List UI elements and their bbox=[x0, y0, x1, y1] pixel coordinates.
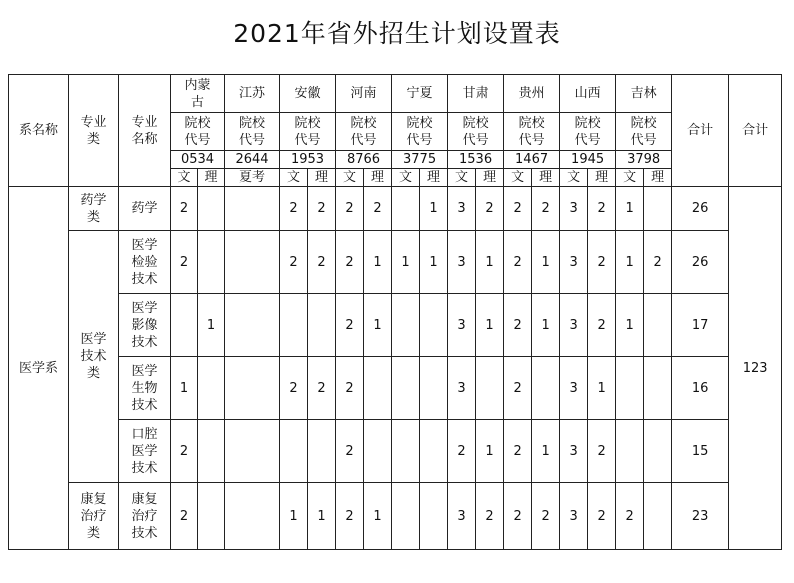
school-code-label: 院校 代号 bbox=[616, 113, 672, 151]
quota-cell bbox=[644, 294, 672, 357]
quota-cell: 2 bbox=[532, 483, 560, 550]
quota-cell: 2 bbox=[171, 187, 198, 231]
quota-cell bbox=[171, 294, 198, 357]
school-code-label: 院校 代号 bbox=[280, 113, 336, 151]
quota-cell: 1 bbox=[364, 231, 392, 294]
science-label: 理 bbox=[476, 169, 504, 187]
quota-cell bbox=[420, 357, 448, 420]
province-jiangsu: 江苏 bbox=[225, 75, 280, 113]
quota-cell: 2 bbox=[504, 357, 532, 420]
quota-cell bbox=[532, 357, 560, 420]
province-jilin: 吉林 bbox=[616, 75, 672, 113]
quota-cell: 2 bbox=[588, 294, 616, 357]
arts-label: 文 bbox=[448, 169, 476, 187]
major-name: 医学 检验 技术 bbox=[119, 231, 171, 294]
table-row bbox=[9, 231, 782, 294]
quota-cell bbox=[280, 294, 308, 357]
school-code-value: 1467 bbox=[504, 151, 560, 169]
arts-label: 文 bbox=[280, 169, 308, 187]
school-code-value: 3775 bbox=[392, 151, 448, 169]
quota-cell: 3 bbox=[448, 187, 476, 231]
quota-cell: 1 bbox=[198, 294, 225, 357]
quota-cell: 1 bbox=[171, 357, 198, 420]
quota-cell: 2 bbox=[171, 483, 198, 550]
page-title: 2021年省外招生计划设置表 bbox=[233, 19, 561, 48]
quota-cell: 2 bbox=[308, 231, 336, 294]
quota-cell: 3 bbox=[448, 357, 476, 420]
quota-cell: 1 bbox=[532, 294, 560, 357]
arts-label: 文 bbox=[504, 169, 532, 187]
quota-cell bbox=[420, 483, 448, 550]
quota-cell: 2 bbox=[588, 420, 616, 483]
major-name: 药学 bbox=[119, 187, 171, 231]
quota-cell: 1 bbox=[280, 483, 308, 550]
row-total: 15 bbox=[672, 420, 729, 483]
quota-cell: 2 bbox=[504, 187, 532, 231]
school-code-value: 8766 bbox=[336, 151, 392, 169]
quota-cell: 3 bbox=[560, 294, 588, 357]
quota-cell bbox=[225, 420, 280, 483]
school-code-value: 1953 bbox=[280, 151, 336, 169]
quota-cell bbox=[225, 483, 280, 550]
grand-total-header: 合计 bbox=[729, 75, 782, 187]
row-total: 26 bbox=[672, 187, 729, 231]
major-header: 专业 名称 bbox=[119, 75, 171, 187]
arts-label: 文 bbox=[616, 169, 644, 187]
quota-cell bbox=[392, 187, 420, 231]
school-code-label: 院校 代号 bbox=[560, 113, 616, 151]
category-name: 医学 技术 类 bbox=[69, 231, 119, 483]
quota-cell bbox=[644, 420, 672, 483]
table-row bbox=[9, 294, 782, 357]
quota-cell: 2 bbox=[280, 231, 308, 294]
quota-cell bbox=[225, 231, 280, 294]
quota-cell: 3 bbox=[448, 231, 476, 294]
table-row bbox=[9, 420, 782, 483]
quota-cell: 1 bbox=[420, 187, 448, 231]
province-neimenggu: 内蒙 古 bbox=[171, 75, 225, 113]
quota-cell bbox=[644, 187, 672, 231]
quota-cell: 3 bbox=[448, 483, 476, 550]
school-code-label: 院校 代号 bbox=[225, 113, 280, 151]
quota-cell bbox=[644, 483, 672, 550]
quota-cell bbox=[392, 294, 420, 357]
school-code-label: 院校 代号 bbox=[336, 113, 392, 151]
category-name: 药学 类 bbox=[69, 187, 119, 231]
quota-cell: 3 bbox=[448, 294, 476, 357]
quota-cell: 2 bbox=[504, 294, 532, 357]
quota-cell: 2 bbox=[364, 187, 392, 231]
province-shanxi: 山西 bbox=[560, 75, 616, 113]
quota-cell: 2 bbox=[588, 483, 616, 550]
quota-cell: 2 bbox=[616, 483, 644, 550]
dept-header: 系名称 bbox=[9, 75, 69, 187]
science-label: 理 bbox=[364, 169, 392, 187]
quota-cell: 2 bbox=[448, 420, 476, 483]
row-total-header: 合计 bbox=[672, 75, 729, 187]
quota-cell: 2 bbox=[644, 231, 672, 294]
major-name: 康复 治疗 技术 bbox=[119, 483, 171, 550]
school-code-value: 1945 bbox=[560, 151, 616, 169]
quota-cell: 2 bbox=[476, 187, 504, 231]
quota-cell: 2 bbox=[171, 231, 198, 294]
quota-cell bbox=[420, 420, 448, 483]
category-name: 康复 治疗 类 bbox=[69, 483, 119, 550]
arts-label: 文 bbox=[171, 169, 198, 187]
quota-cell: 1 bbox=[476, 294, 504, 357]
province-anhui: 安徽 bbox=[280, 75, 336, 113]
quota-cell: 2 bbox=[476, 483, 504, 550]
quota-cell: 3 bbox=[560, 231, 588, 294]
quota-cell: 2 bbox=[588, 187, 616, 231]
quota-cell: 2 bbox=[171, 420, 198, 483]
school-code-value: 2644 bbox=[225, 151, 280, 169]
quota-cell: 2 bbox=[308, 357, 336, 420]
quota-cell bbox=[616, 420, 644, 483]
major-name: 医学 生物 技术 bbox=[119, 357, 171, 420]
arts-label: 文 bbox=[560, 169, 588, 187]
quota-cell: 3 bbox=[560, 357, 588, 420]
science-label: 理 bbox=[420, 169, 448, 187]
table-row bbox=[9, 483, 782, 550]
quota-cell bbox=[392, 483, 420, 550]
school-code-label: 院校 代号 bbox=[448, 113, 504, 151]
quota-cell: 2 bbox=[336, 357, 364, 420]
quota-cell: 2 bbox=[336, 187, 364, 231]
table-row bbox=[9, 357, 782, 420]
quota-cell bbox=[198, 231, 225, 294]
arts-label: 文 bbox=[336, 169, 364, 187]
major-name: 医学 影像 技术 bbox=[119, 294, 171, 357]
quota-cell bbox=[476, 357, 504, 420]
quota-cell: 2 bbox=[532, 187, 560, 231]
school-code-label: 院校 代号 bbox=[171, 113, 225, 151]
quota-cell bbox=[198, 357, 225, 420]
category-header: 专业 类 bbox=[69, 75, 119, 187]
quota-cell bbox=[225, 357, 280, 420]
quota-cell: 2 bbox=[504, 483, 532, 550]
quota-cell bbox=[644, 357, 672, 420]
quota-cell: 3 bbox=[560, 483, 588, 550]
quota-cell: 1 bbox=[476, 231, 504, 294]
table-row bbox=[9, 187, 782, 231]
quota-cell: 3 bbox=[560, 187, 588, 231]
quota-cell: 1 bbox=[532, 231, 560, 294]
quota-cell: 1 bbox=[616, 294, 644, 357]
school-code-label: 院校 代号 bbox=[504, 113, 560, 151]
quota-cell: 2 bbox=[336, 231, 364, 294]
quota-cell: 1 bbox=[532, 420, 560, 483]
quota-cell: 1 bbox=[476, 420, 504, 483]
quota-cell bbox=[364, 357, 392, 420]
row-total: 26 bbox=[672, 231, 729, 294]
quota-cell: 1 bbox=[364, 483, 392, 550]
province-ningxia: 宁夏 bbox=[392, 75, 448, 113]
quota-cell: 2 bbox=[280, 187, 308, 231]
school-code-value: 0534 bbox=[171, 151, 225, 169]
quota-cell: 2 bbox=[308, 187, 336, 231]
quota-cell bbox=[616, 357, 644, 420]
science-label: 理 bbox=[532, 169, 560, 187]
dept-name: 医学系 bbox=[9, 187, 69, 550]
quota-cell bbox=[392, 357, 420, 420]
science-label: 理 bbox=[198, 169, 225, 187]
quota-cell: 2 bbox=[588, 231, 616, 294]
row-total: 23 bbox=[672, 483, 729, 550]
science-label: 理 bbox=[308, 169, 336, 187]
quota-cell: 2 bbox=[280, 357, 308, 420]
province-guizhou: 贵州 bbox=[504, 75, 560, 113]
quota-cell: 1 bbox=[616, 231, 644, 294]
quota-cell bbox=[280, 420, 308, 483]
quota-cell bbox=[198, 187, 225, 231]
school-code-label: 院校 代号 bbox=[392, 113, 448, 151]
quota-cell: 1 bbox=[588, 357, 616, 420]
quota-cell bbox=[308, 294, 336, 357]
province-gansu: 甘肃 bbox=[448, 75, 504, 113]
jiangsu-summer-exam-label: 夏考 bbox=[225, 169, 280, 187]
quota-cell: 3 bbox=[560, 420, 588, 483]
quota-cell: 2 bbox=[504, 420, 532, 483]
quota-cell: 2 bbox=[336, 420, 364, 483]
quota-cell: 1 bbox=[392, 231, 420, 294]
enrollment-plan-table bbox=[8, 74, 782, 550]
quota-cell bbox=[225, 294, 280, 357]
quota-cell bbox=[198, 420, 225, 483]
row-total: 16 bbox=[672, 357, 729, 420]
quota-cell: 2 bbox=[336, 483, 364, 550]
quota-cell bbox=[225, 187, 280, 231]
row-total: 17 bbox=[672, 294, 729, 357]
science-label: 理 bbox=[644, 169, 672, 187]
science-label: 理 bbox=[588, 169, 616, 187]
quota-cell bbox=[364, 420, 392, 483]
quota-cell bbox=[308, 420, 336, 483]
quota-cell: 2 bbox=[504, 231, 532, 294]
quota-cell: 2 bbox=[336, 294, 364, 357]
quota-cell: 1 bbox=[364, 294, 392, 357]
quota-cell bbox=[420, 294, 448, 357]
province-henan: 河南 bbox=[336, 75, 392, 113]
school-code-value: 3798 bbox=[616, 151, 672, 169]
school-code-value: 1536 bbox=[448, 151, 504, 169]
quota-cell bbox=[198, 483, 225, 550]
major-name: 口腔 医学 技术 bbox=[119, 420, 171, 483]
grand-total: 123 bbox=[729, 187, 782, 550]
arts-label: 文 bbox=[392, 169, 420, 187]
quota-cell: 1 bbox=[616, 187, 644, 231]
quota-cell bbox=[392, 420, 420, 483]
quota-cell: 1 bbox=[308, 483, 336, 550]
quota-cell: 1 bbox=[420, 231, 448, 294]
